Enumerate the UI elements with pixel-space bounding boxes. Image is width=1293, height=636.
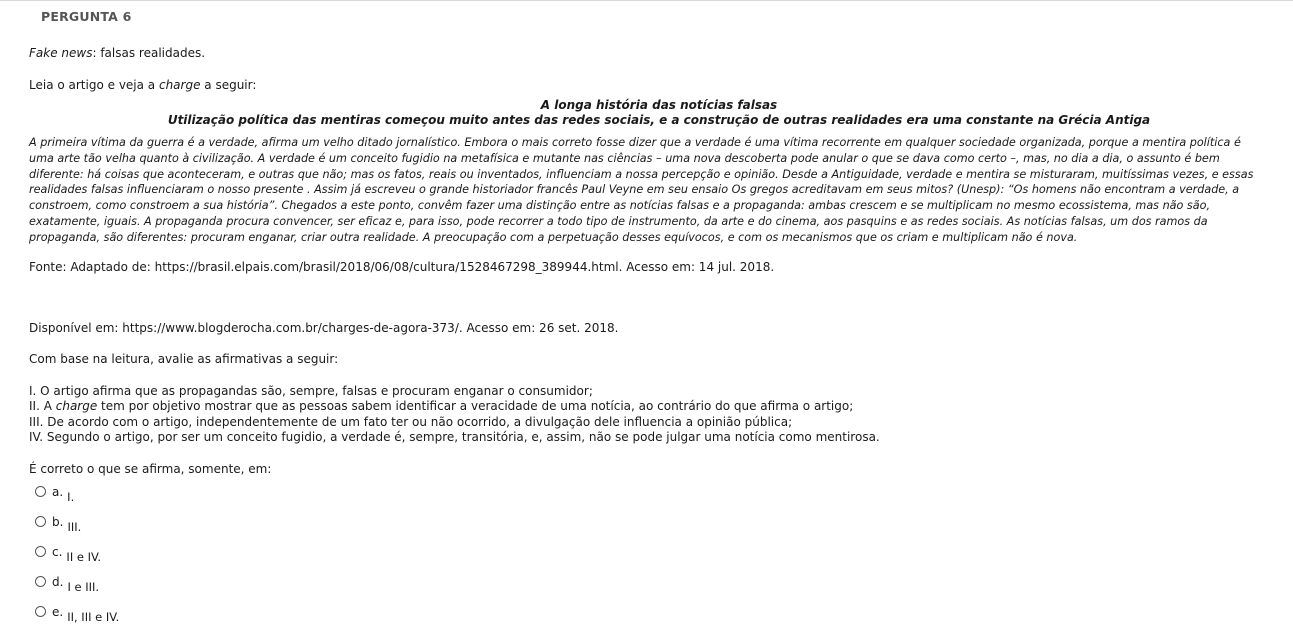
option-letter: a. <box>52 485 64 499</box>
article-line: constroem, como constroem a sua história”. Chegados a este ponto, convêm fazer uma distinção entre as notícias falsas e a propaganda: ambas crescem e se multiplicam no mesmo ecossistema, mas não são, <box>29 199 1210 213</box>
option-text: I e III. <box>67 580 100 594</box>
prompt-text: Com base na leitura, avalie as afirmativas a seguir: <box>29 352 339 366</box>
lead-suffix: a seguir: <box>200 78 257 92</box>
question-intro <box>29 45 205 61</box>
article-line: diferente: há coisas que aconteceram, e outras que não; mas os fatos, reais ou inventados, influenciam a nossa percepção e opinião. Desde a Antiguidade, verdade e mentira se misturaram, muitíssimas vezes, e essas <box>29 167 1254 181</box>
article-line: exatamente, iguais. A propaganda procura convencer, ser eficaz e, para isso, pode recorrer a todo tipo de instrumento, da arte e do cinema, aos pasquins e as redes sociais. As notícias falsas, um dos ramos da <box>29 214 1208 228</box>
option-text: I. <box>67 490 75 504</box>
option-e[interactable] <box>35 606 119 624</box>
intro-italic: Fake news <box>29 46 93 60</box>
radio-button[interactable] <box>35 546 46 557</box>
option-letter: c. <box>52 545 63 559</box>
article-line: uma arte tão velha quanto à civilização. A verdade é um conceito fugidio na metafísica e mutante nas ciências – uma nova descoberta pode anular o que se dava como certo –, mas, no dia a dia, o assunto é bem <box>29 151 1220 165</box>
statement-3: III. De acordo com o artigo, independentemente de um fato ter ou não ocorrido, a divulgação dele influencia a opinião pública; <box>29 415 793 429</box>
option-a[interactable] <box>35 486 74 504</box>
option-d[interactable] <box>35 576 99 594</box>
available-note: Disponível em: https://www.blogderocha.com.br/charges-de-agora-373/. Acesso em: 26 set. 2018. <box>29 321 619 335</box>
question-title: PERGUNTA 6 <box>41 9 132 24</box>
statement-2 <box>29 398 853 414</box>
option-letter: e. <box>52 605 64 619</box>
option-text: II, III e IV. <box>67 610 120 624</box>
option-letter: d. <box>52 575 64 589</box>
lead-italic: charge <box>158 78 201 92</box>
top-divider <box>0 0 1293 1</box>
article-title: A longa história das notícias falsas <box>540 98 778 112</box>
article-subtitle: Utilização política das mentiras começou muito antes das redes sociais, e a construção de outras realidades era uma constante na Grécia Antiga <box>167 113 1151 127</box>
radio-button[interactable] <box>35 486 46 497</box>
article-line: A primeira vítima da guerra é a verdade, afirma um velho ditado jornalístico. Embora o mais correto fosse dizer que a verdade é uma vítima recorrente em qualquer sociedade organizada, porque a mentira política é <box>29 136 1241 149</box>
lead-paragraph <box>29 77 256 93</box>
lead-prefix: Leia o artigo e veja a <box>29 78 159 92</box>
article-line: propaganda, são diferentes: procuram enganar, criar outra realidade. A preocupação com a perpetuação desses equívocos, e com os mecanismos que os criam e multiplicam não é nova. <box>29 230 1078 244</box>
statement-2-suffix: tem por objetivo mostrar que as pessoas sabem identificar a veracidade de uma notícia, ao contrário do que afirma o artigo; <box>97 399 854 413</box>
intro-rest: : falsas realidades. <box>92 46 206 60</box>
option-b[interactable] <box>35 516 81 534</box>
statement-4: IV. Segundo o artigo, por ser um conceito fugidio, a verdade é, sempre, transitória, e, assim, não se pode julgar uma notícia como mentirosa. <box>29 430 880 444</box>
article-body <box>29 135 1274 246</box>
statement-1: I. O artigo afirma que as propagandas são, sempre, falsas e procuram enganar o consumidor; <box>29 384 593 398</box>
option-letter: b. <box>52 515 64 529</box>
statement-2-prefix: II. A <box>29 399 56 413</box>
radio-button[interactable] <box>35 516 46 527</box>
radio-button[interactable] <box>35 606 46 617</box>
option-text: III. <box>67 520 82 534</box>
ask-text: É correto o que se afirma, somente, em: <box>29 462 272 476</box>
statement-2-italic: charge <box>55 399 98 413</box>
radio-button[interactable] <box>35 576 46 587</box>
source-note: Fonte: Adaptado de: https://brasil.elpais.com/brasil/2018/06/08/cultura/1528467298_389944.html. Acesso em: 14 jul. 2018. <box>29 260 775 274</box>
article-line: realidades falsas influenciaram o nosso presente . Assim já escreveu o grande historiador francês Paul Veyne em seu ensaio Os gregos acreditavam em seus mitos? (Unesp): “Os homens não encontram a verdade, a <box>29 183 1240 197</box>
option-text: II e IV. <box>66 550 102 564</box>
option-c[interactable] <box>35 546 101 564</box>
